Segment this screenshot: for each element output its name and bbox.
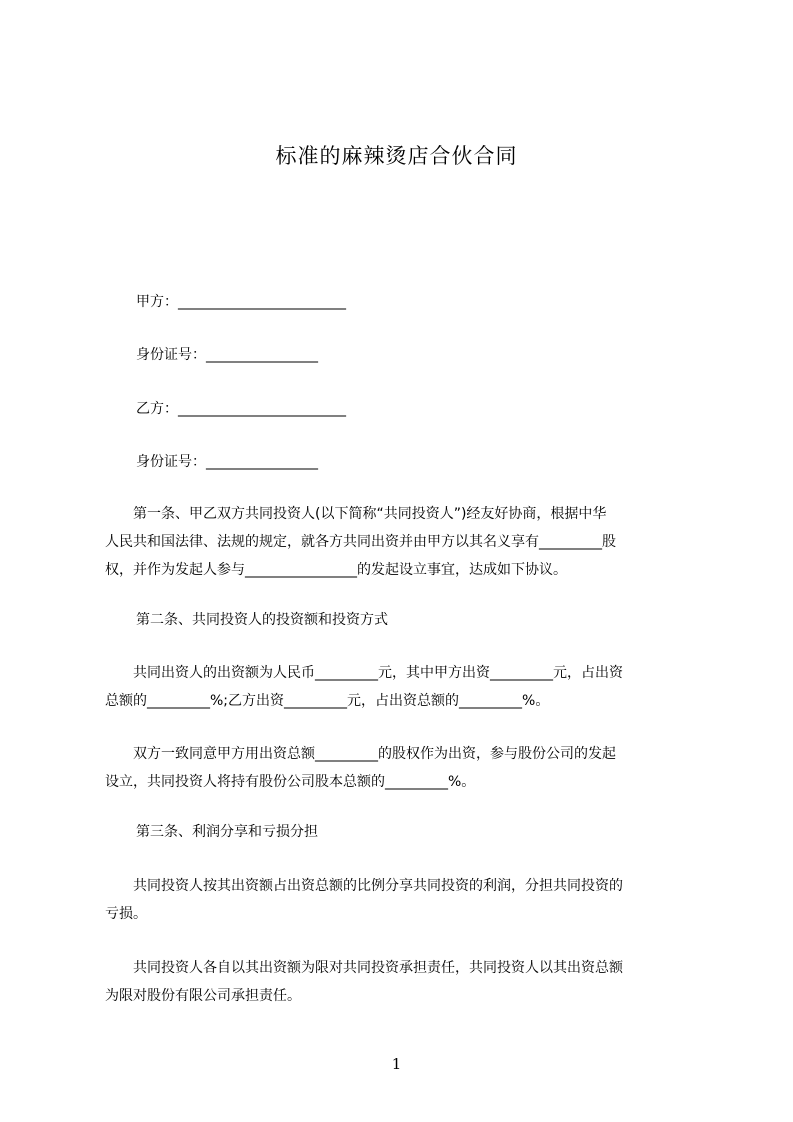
article-2-p1-line-1: 共同出资人的出资额为人民币_________元，其中甲方出资_________元，占出资: [105, 665, 623, 681]
article-1-line-2: 人民共和国法律、法规的规定，就各方共同出资并由甲方以其名义享有_________股: [105, 534, 616, 550]
article-2-p2-line-2: 设立，共同投资人将持有股份公司股本总额的_________%。: [105, 774, 476, 790]
party-b-blank: ________________________: [178, 401, 346, 417]
page-number: 1: [391, 1055, 402, 1073]
document-title: 标准的麻辣烫店合伙合同: [275, 144, 518, 168]
party-a-label: 甲方：: [136, 294, 178, 310]
article-1: [105, 500, 705, 584]
id-a-label: 身份证号：: [136, 347, 206, 363]
party-a-blank: ________________________: [178, 294, 346, 310]
article-3-p1-line-2: 亏损。: [105, 906, 147, 922]
party-b-field: [136, 399, 346, 419]
article-3-heading: 第三条、利润分享和亏损分担: [136, 824, 318, 840]
article-3-p2-line-2: 为限对股份有限公司承担责任。: [105, 988, 301, 1004]
article-3-paragraph-2: [105, 954, 705, 1010]
party-b-label: 乙方：: [136, 401, 178, 417]
id-b-blank: ________________: [206, 454, 318, 470]
article-3-p2-line-1: 共同投资人各自以其出资额为限对共同投资承担责任，共同投资人以其出资总额: [105, 960, 623, 976]
id-a-field: [136, 345, 318, 365]
article-3-p1-line-1: 共同投资人按其出资额占出资总额的比例分享共同投资的利润，分担共同投资的: [105, 878, 623, 894]
article-2-p2-line-1: 双方一致同意甲方用出资总额_________的股权作为出资，参与股份公司的发起: [105, 746, 616, 762]
article-3-paragraph-1: [105, 872, 705, 928]
id-a-blank: ________________: [206, 347, 318, 363]
article-2-p1-line-2: 总额的_________%;乙方出资_________元，占出资总额的_________%。: [105, 693, 550, 709]
id-b-field: [136, 452, 318, 472]
article-2-paragraph-2: [105, 740, 705, 796]
article-2-heading: 第二条、共同投资人的投资额和投资方式: [136, 612, 388, 628]
party-a-field: [136, 292, 346, 312]
article-1-line-3: 权，并作为发起人参与________________的发起设立事宜，达成如下协议。: [105, 562, 567, 578]
article-1-line-1: 第一条、甲乙双方共同投资人(以下简称“共同投资人”)经友好协商，根据中华: [105, 506, 607, 522]
id-b-label: 身份证号：: [136, 454, 206, 470]
article-2-paragraph-1: [105, 659, 705, 715]
